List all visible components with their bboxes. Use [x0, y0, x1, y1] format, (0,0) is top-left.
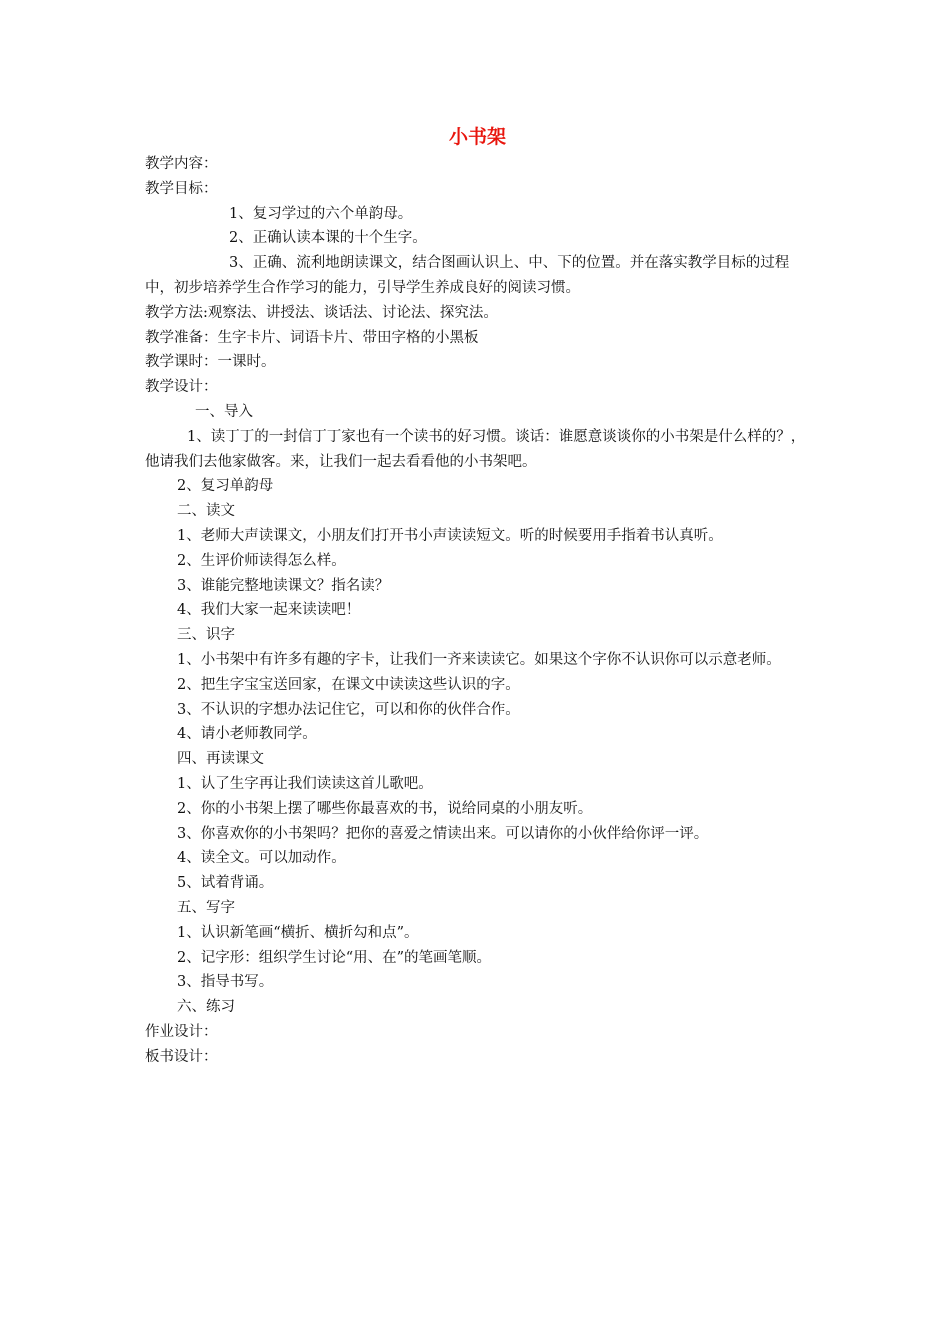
heading-writing: 五、写字 [177, 899, 235, 916]
goal-item-3: 3、正确、流利地朗读课文，结合图画认识上、中、下的位置。并在落实教学目标的过程中，初步培养学生合作学习的能力，引导学生养成良好的阅读习惯。 [145, 255, 790, 296]
section-teaching-methods: 教学方法:观察法、讲授法、谈话法、讨论法、探究法。 [145, 304, 498, 321]
paragraph-character-recognition-3: 3、不认识的字想办法记住它，可以和你的伙伴合作。 [177, 701, 520, 718]
section-blackboard-design: 板书设计： [145, 1048, 218, 1065]
paragraph-introduction-1: 1、读丁丁的一封信丁丁家也有一个读书的好习惯。谈话：谁愿意谈谈你的小书架是什么样的？，他请我们去他家做客。来，让我们一起去看看他的小书架吧。 [145, 428, 806, 470]
section-class-hours: 教学课时：一课时。 [145, 354, 276, 371]
paragraph-reread-text-3: 3、你喜欢你的小书架吗？把你的喜爱之情读出来。可以请你的小伙伴给你评一评。 [177, 825, 709, 842]
paragraph-character-recognition-2: 2、把生字宝宝送回家，在课文中读读这些认识的字。 [177, 676, 520, 693]
paragraph-read-text-3: 3、谁能完整地读课文？指名读？ [177, 577, 390, 594]
section-teaching-goals: 教学目标： [145, 180, 218, 197]
document-title: 小书架 [448, 126, 506, 148]
section-teaching-content: 教学内容： [145, 156, 218, 172]
section-teaching-design: 教学设计： [145, 379, 218, 396]
heading-character-recognition: 三、识字 [177, 627, 235, 644]
paragraph-read-text-1: 1、老师大声读课文，小朋友们打开书小声读读短文。听的时候要用手指着书认真听。 [177, 527, 723, 544]
heading-read-text: 二、读文 [177, 503, 235, 520]
section-homework-design: 作业设计： [145, 1023, 218, 1040]
heading-practice: 六、练习 [177, 999, 235, 1016]
paragraph-character-recognition-1: 1、小书架中有许多有趣的字卡，让我们一齐来读读它。如果这个字你不认识你可以示意老师。 [177, 651, 781, 668]
paragraph-reread-text-5: 5、试着背诵。 [177, 875, 274, 892]
paragraph-writing-1: 1、认识新笔画“横折、横折勾和点”。 [177, 924, 419, 941]
paragraph-writing-3: 3、指导书写。 [177, 974, 274, 991]
goal-item-1: 1、复习学过的六个单韵母。 [229, 205, 413, 222]
paragraph-writing-2: 2、记字形：组织学生讨论“用、在”的笔画笔顺。 [177, 949, 492, 966]
paragraph-reread-text-1: 1、认了生字再让我们读读这首儿歌吧。 [177, 775, 433, 792]
document-page [145, 122, 810, 1069]
paragraph-introduction-2: 2、复习单韵母 [177, 478, 274, 495]
goal-item-2: 2、正确认读本课的十个生字。 [229, 230, 427, 247]
heading-reread-text: 四、再读课文 [177, 751, 264, 768]
paragraph-reread-text-4: 4、读全文。可以加动作。 [177, 850, 346, 867]
heading-introduction: 一、导入 [195, 403, 253, 420]
paragraph-read-text-2: 2、生评价师读得怎么样。 [177, 552, 346, 569]
paragraph-read-text-4: 4、我们大家一起来读读吧！ [177, 602, 361, 619]
paragraph-character-recognition-4: 4、请小老师教同学。 [177, 726, 317, 743]
section-teaching-preparation: 教学准备：生字卡片、词语卡片、带田字格的小黑板 [145, 329, 479, 346]
paragraph-reread-text-2: 2、你的小书架上摆了哪些你最喜欢的书，说给同桌的小朋友听。 [177, 800, 593, 817]
